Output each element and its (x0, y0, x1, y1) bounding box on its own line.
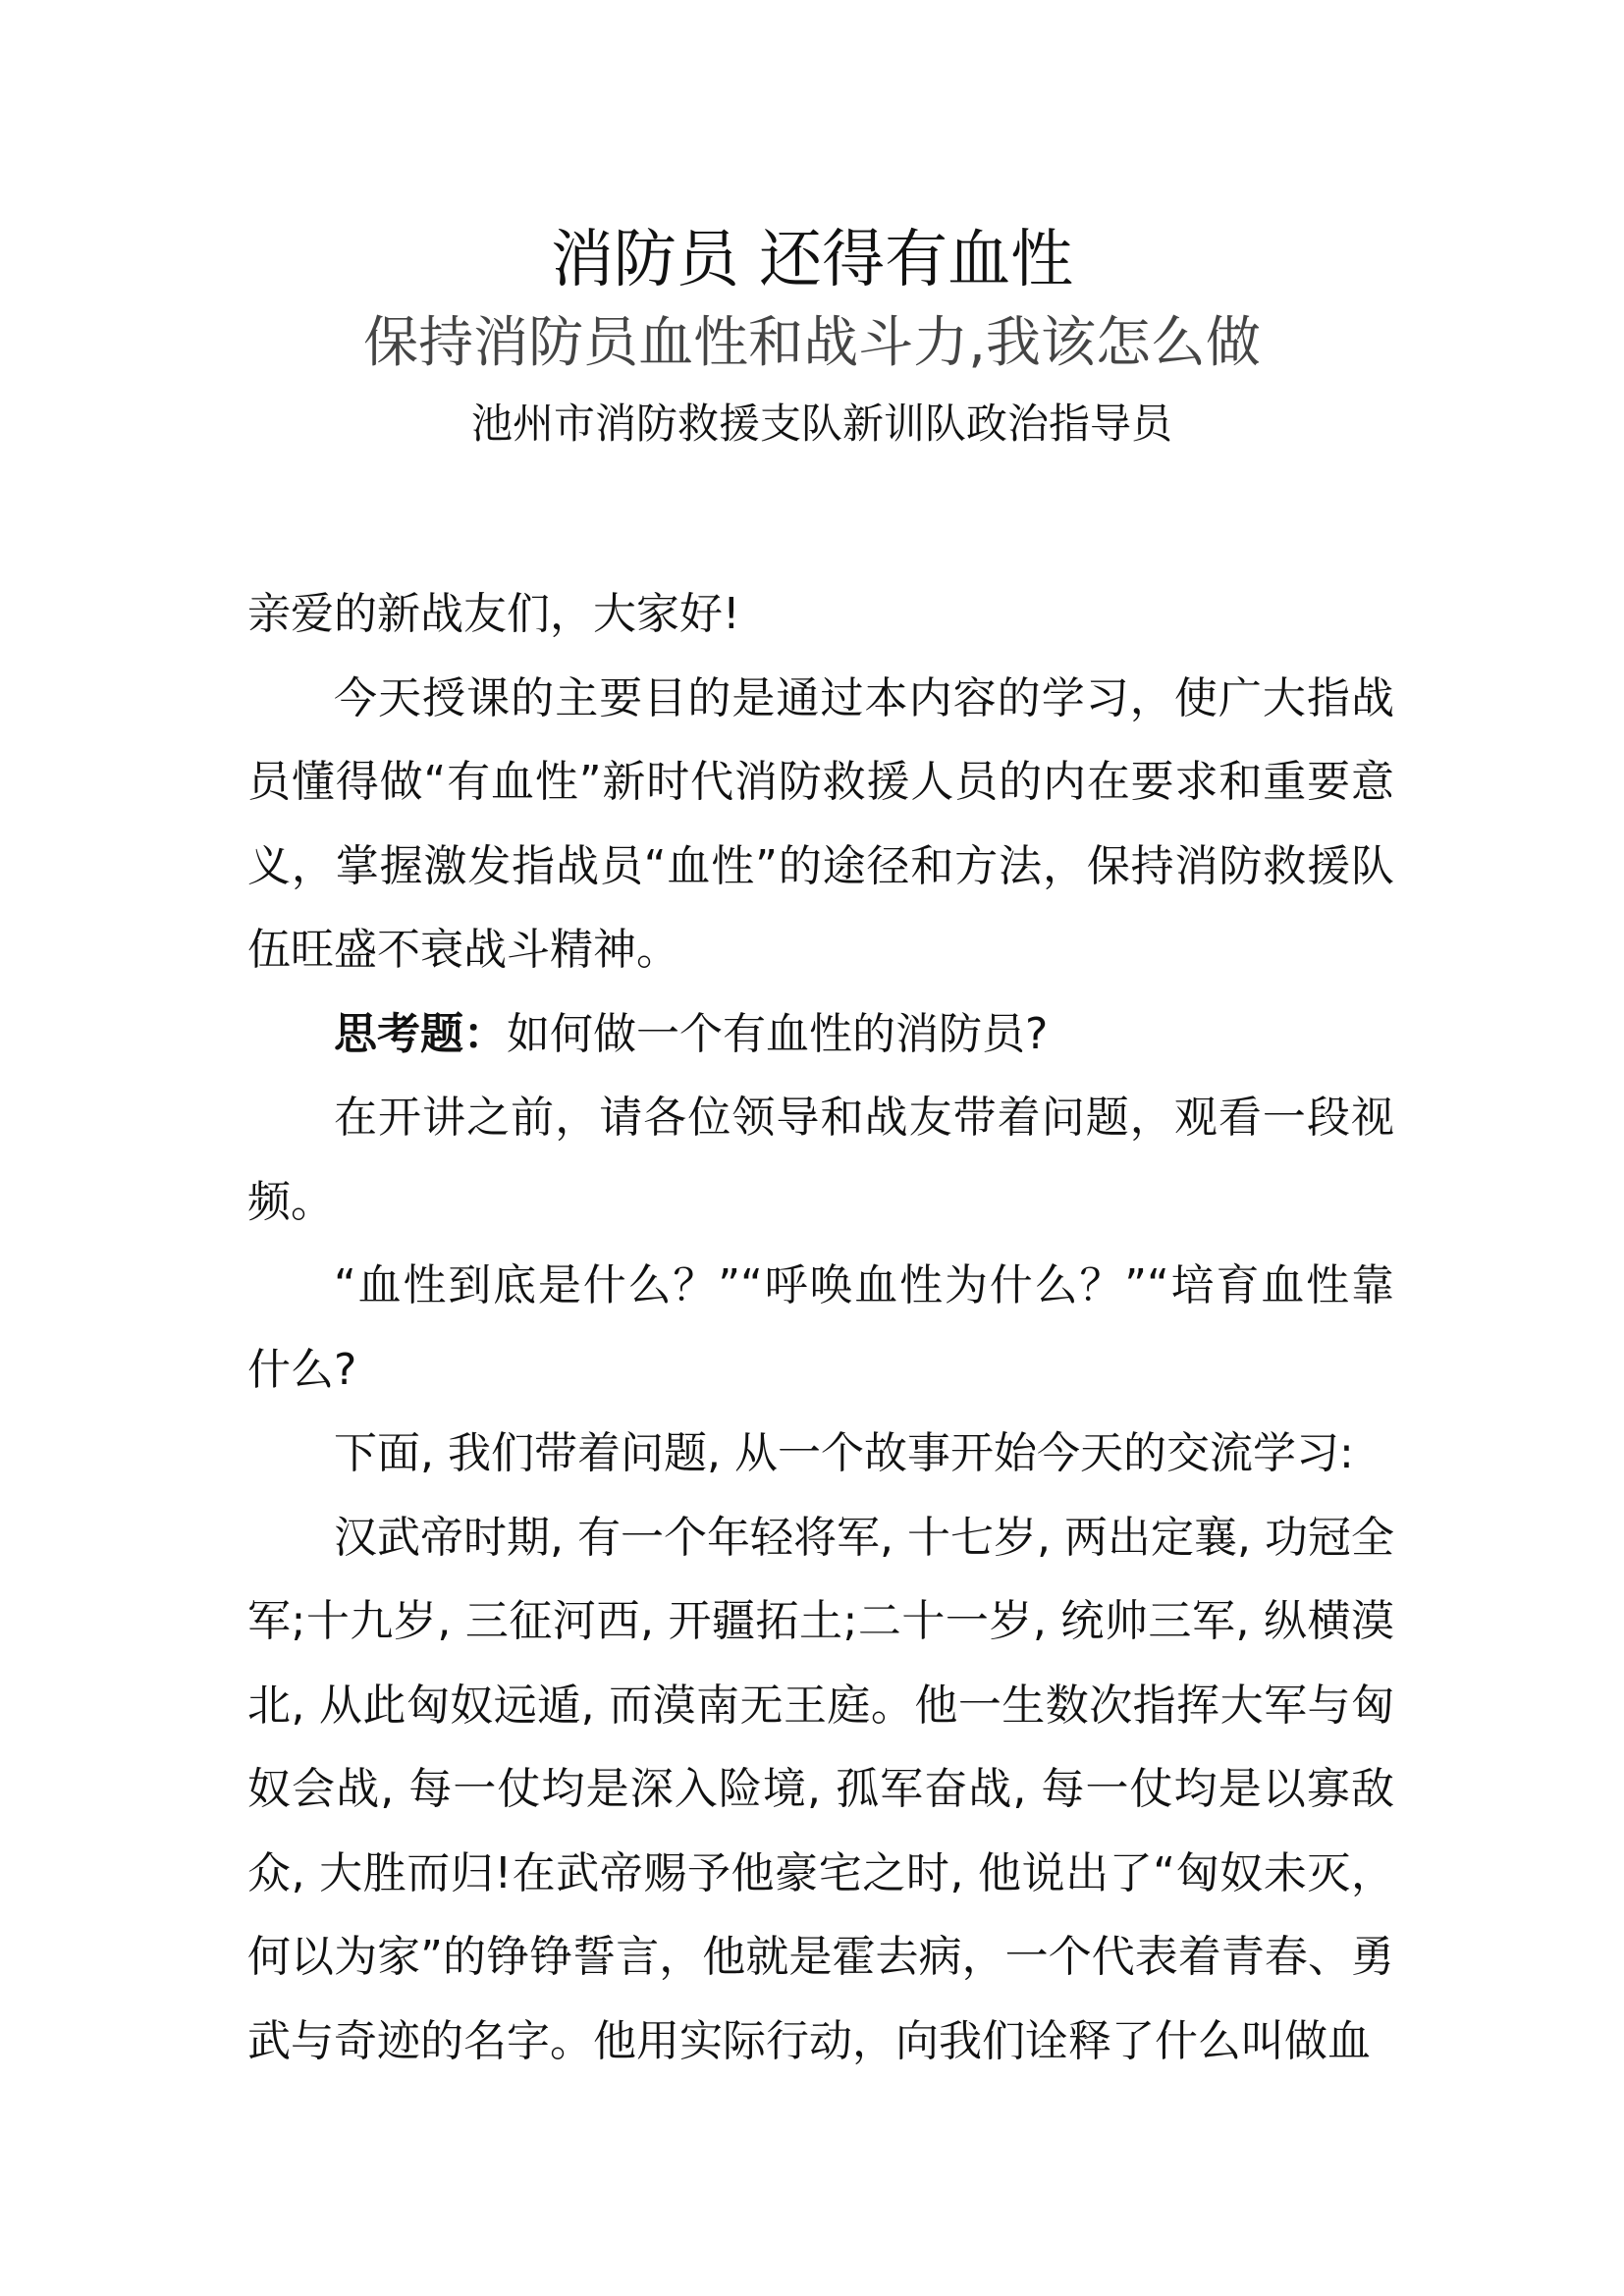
document-body (247, 572, 1394, 2083)
story-paragraph: 汉武帝时期, 有一个年轻将军, 十七岁, 两出定襄, 功冠全军;十九岁, 三征河西, 开疆拓土;二十一岁, 统帅三军, 纵横漠北, 从此匈奴远遁, 而漠南无王庭。他一生数次指挥大军与匈奴会战, 每一仗均是深入险境, 孤军奋战, 每一仗均是以寡敌众, 大胜而归!在武帝赐予他豪宅之时, 他说出了“匈奴未灭，何以为家”的铮铮誓言，他就是霍去病，一个代表着青春、勇武与奇迹的名字。他用实际行动，向我们诠释了什么叫做血 (247, 1512, 1394, 2066)
question-paragraph (247, 992, 1394, 1077)
document-title: 消防员 还得有血性 (550, 224, 1074, 296)
question-label: 思考题： (334, 1008, 507, 1059)
greeting-paragraph: 亲爱的新战友们，大家好! (247, 589, 740, 639)
document-author: 池州市消防救援支队新训队政治指导员 (470, 400, 1172, 448)
transition-paragraph: 下面, 我们带着问题, 从一个故事开始今天的交流学习: (334, 1428, 1354, 1478)
question-text: 如何做一个有血性的消防员? (507, 1008, 1049, 1059)
purpose-paragraph: 今天授课的主要目的是通过本内容的学习，使广大指战员懂得做“有血性”新时代消防救援人员的内在要求和重要意义，掌握激发指战员“血性”的途径和方法，保持消防救援队伍旺盛不衰战斗精神。 (247, 672, 1394, 975)
questions-paragraph: “血性到底是什么？”“呼唤血性为什么？”“培育血性靠什么? (247, 1260, 1394, 1395)
video-paragraph: 在开讲之前，请各位领导和战友带着问题，观看一段视频。 (247, 1093, 1394, 1227)
document-subtitle: 保持消防员血性和战斗力,我该怎么做 (363, 311, 1261, 375)
